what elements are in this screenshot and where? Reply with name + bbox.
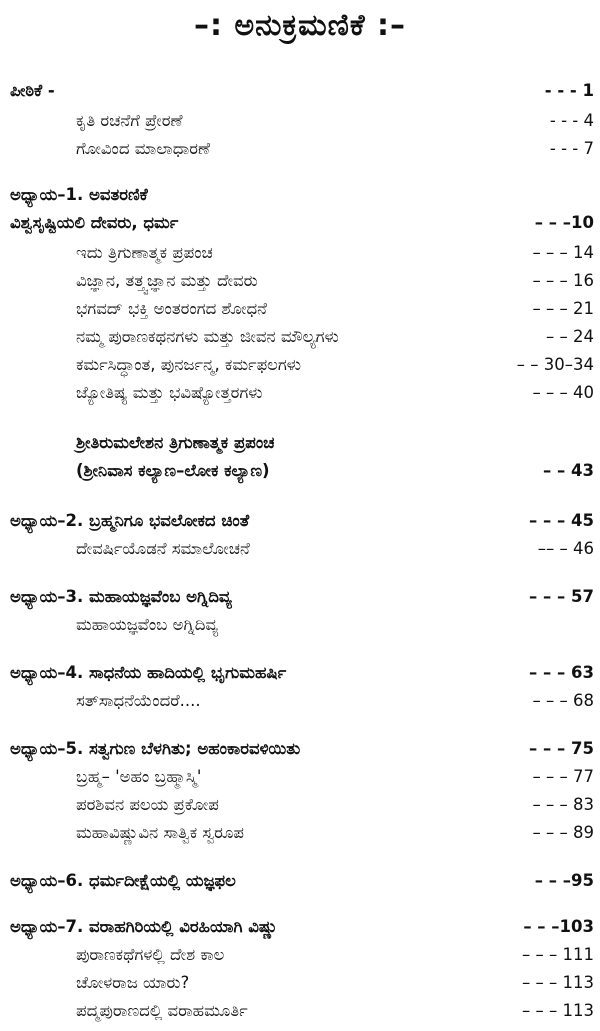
- toc-entry-row: [0, 108, 600, 134]
- toc-entry-title: ಶ್ರೀತಿರುಮಲೇಶನ ತ್ರಿಗುಣಾತ್ಮಕ ಪ್ರಪಂಚ: [76, 433, 275, 452]
- toc-entry-title: ಗೋವಿಂದ ಮಾಲಾಧಾರಣೆ: [76, 139, 210, 158]
- toc-entry-title: ಸತ್‌ಸಾಧನೆಯೆಂದರೆ....: [76, 691, 201, 710]
- toc-entry-title: ದೇವರ್ಷಿಯೊಡನೆ ಸಮಾಲೋಚನೆ: [76, 539, 250, 558]
- toc-entry-title: ಅಧ್ಯಾಯ–2. ಬ್ರಹ್ಮನಿಗೂ ಭವಲೋಕದ ಚಿಂತೆ: [10, 511, 250, 530]
- toc-entry-title: ಪದ್ಮಪುರಾಣದಲ್ಲಿ ವರಾಹಮೂರ್ತಿ: [76, 1001, 248, 1020]
- toc-chapter-row: [0, 736, 600, 762]
- toc-page-number: – – 43: [543, 461, 594, 480]
- toc-page-number: – – – 40: [532, 383, 594, 402]
- toc-entry-title: ಅಧ್ಯಾಯ–5. ಸತ್ವಗುಣ ಬೆಳಗಿತು; ಅಹಂಕಾರವಳಿಯಿತು: [10, 739, 301, 758]
- toc-entry-row: [0, 352, 600, 378]
- toc-page-number: – – 30–34: [516, 355, 594, 374]
- toc-entry-title: ಪೀಠಿಕೆ -: [10, 81, 55, 100]
- toc-page-number: – – – 57: [529, 587, 594, 606]
- toc-entry-title: ಬ್ರಹ್ಮ– 'ಅಹಂ ಬ್ರಹ್ಮಾಸ್ಮಿ': [76, 767, 202, 786]
- toc-page-number: – – – 111: [522, 945, 594, 964]
- toc-entry-row: [0, 240, 600, 266]
- toc-chapter-row: [0, 210, 600, 236]
- toc-entry-title: ಅಧ್ಯಾಯ–6. ಧರ್ಮದೀಕ್ಷೆಯಲ್ಲಿ ಯಜ್ಞಫಲ: [10, 871, 236, 890]
- toc-page-number: – – – 113: [522, 973, 594, 992]
- toc-entry-title: ಮಹಾಯಜ್ಞವೆಂಬ ಅಗ್ನಿದಿವ್ಯ: [76, 615, 219, 634]
- toc-entry-title: ಚೋಳರಾಜ ಯಾರು?: [76, 973, 190, 992]
- toc-entry-title: ಅಧ್ಯಾಯ–3. ಮಹಾಯಜ್ಞವೆಂಬ ಅಗ್ನಿದಿವ್ಯ: [10, 587, 232, 606]
- toc-entry-title: ಅಧ್ಯಾಯ–1. ಅವತರಣಿಕೆ: [10, 185, 148, 204]
- toc-entry-row: [0, 458, 600, 484]
- toc-entry-row: [0, 688, 600, 714]
- toc-page-number: – – – 75: [529, 739, 594, 758]
- toc-page-number: – – 24: [546, 327, 594, 346]
- toc-entry-title: ಭಗವದ್ ಭಕ್ತಿ ಅಂತರಂಗದ ಶೋಧನೆ: [76, 299, 267, 318]
- toc-entry-title: ಅಧ್ಯಾಯ–7. ವರಾಹಗಿರಿಯಲ್ಲಿ ವಿರಹಿಯಾಗಿ ವಿಷ್ಣು: [10, 917, 278, 936]
- toc-page-number: – – – 68: [532, 691, 594, 710]
- toc-entry-title: (ಶ್ರೀನಿವಾಸ ಕಲ್ಯಾಣ–ಲೋಕ ಕಲ್ಯಾಣ): [76, 461, 270, 480]
- toc-entry-title: ನಮ್ಮ ಪುರಾಣಕಥನಗಳು ಮತ್ತು ಜೀವನ ಮೌಲ್ಯಗಳು: [76, 327, 339, 346]
- page-title: –: ಅನುಕ್ರಮಣಿಕೆ :–: [193, 8, 407, 43]
- toc-chapter-row: [0, 508, 600, 534]
- toc-page-number: – – – 83: [532, 795, 594, 814]
- toc-entry-row: [0, 792, 600, 818]
- toc-page-number: – – –103: [523, 917, 594, 936]
- toc-entry-row: [0, 998, 600, 1024]
- toc-entry-title: ವಿಜ್ಞಾನ, ತತ್ತ್ವಜ್ಞಾನ ಮತ್ತು ದೇವರು: [76, 271, 258, 290]
- toc-page-number: – – – 113: [522, 1001, 594, 1020]
- toc-entry-row: [0, 612, 600, 638]
- toc-entry-row: [0, 380, 600, 406]
- toc-entry-row: [0, 536, 600, 562]
- toc-entry-title: ಮಹಾವಿಷ್ಣುವಿನ ಸಾತ್ವಿಕ ಸ್ವರೂಪ: [76, 823, 244, 842]
- toc-chapter-row: [0, 868, 600, 894]
- toc-page-number: – – – 21: [532, 299, 594, 318]
- toc-page-number: - - - 4: [549, 111, 594, 130]
- toc-page-number: – – – 16: [532, 271, 594, 290]
- toc-page-number: – – – 63: [529, 663, 594, 682]
- toc-page-number: - - - 1: [544, 81, 594, 100]
- toc-entry-title: ಕೃತಿ ರಚನೆಗೆ ಪ್ರೇರಣೆ: [76, 111, 183, 130]
- toc-entry-title: ಪರಶಿವನ ಪಲಯ ಪ್ರಕೋಪ: [76, 795, 219, 814]
- toc-entry-row: [0, 764, 600, 790]
- toc-page-number: – – – 77: [532, 767, 594, 786]
- toc-chapter-row: [0, 584, 600, 610]
- toc-entry-row: [0, 136, 600, 162]
- toc-entry-title: ಅಧ್ಯಾಯ–4. ಸಾಧನೆಯ ಹಾದಿಯಲ್ಲಿ ಭೃಗುಮಹರ್ಷಿ: [10, 663, 287, 682]
- toc-page-number: – – – 89: [532, 823, 594, 842]
- toc-chapter-row: [0, 914, 600, 940]
- toc-page-number: – – – 45: [529, 511, 594, 530]
- toc-entry-row: [0, 430, 600, 456]
- toc-page-number: – – –10: [534, 213, 594, 232]
- toc-entry-row: [0, 324, 600, 350]
- toc-page-number: –– – 46: [537, 539, 594, 558]
- toc-entry-title: ಪುರಾಣಕಥೆಗಳಲ್ಲಿ ದೇಶ ಕಾಲ: [76, 945, 225, 964]
- toc-page-number: – – –95: [534, 871, 594, 890]
- toc-entry-row: [0, 970, 600, 996]
- toc-entry-title: ಇದು ತ್ರಿಗುಣಾತ್ಮಕ ಪ್ರಪಂಚ: [76, 243, 213, 262]
- toc-entry-row: [0, 296, 600, 322]
- toc-entry-title: ಕರ್ಮಸಿದ್ಧಾಂತ, ಪುನರ್ಜನ್ಮ, ಕರ್ಮಫಲಗಳು: [76, 355, 302, 374]
- toc-chapter-row: [0, 78, 600, 104]
- toc-entry-title: ವಿಶ್ವಸೃಷ್ಟಿಯಲಿ ದೇವರು, ಧರ್ಮ: [10, 213, 179, 232]
- toc-entry-title: ಜ್ಯೋತಿಷ್ಯ ಮತ್ತು ಭವಿಷ್ಯೋತ್ತರಗಳು: [76, 383, 263, 402]
- toc-chapter-row: [0, 660, 600, 686]
- toc-page-number: - - - 7: [549, 139, 594, 158]
- toc-entry-row: [0, 942, 600, 968]
- toc-entry-row: [0, 820, 600, 846]
- toc-entry-row: [0, 268, 600, 294]
- toc-chapter-row: [0, 182, 600, 208]
- toc-page-number: – – – 14: [532, 243, 594, 262]
